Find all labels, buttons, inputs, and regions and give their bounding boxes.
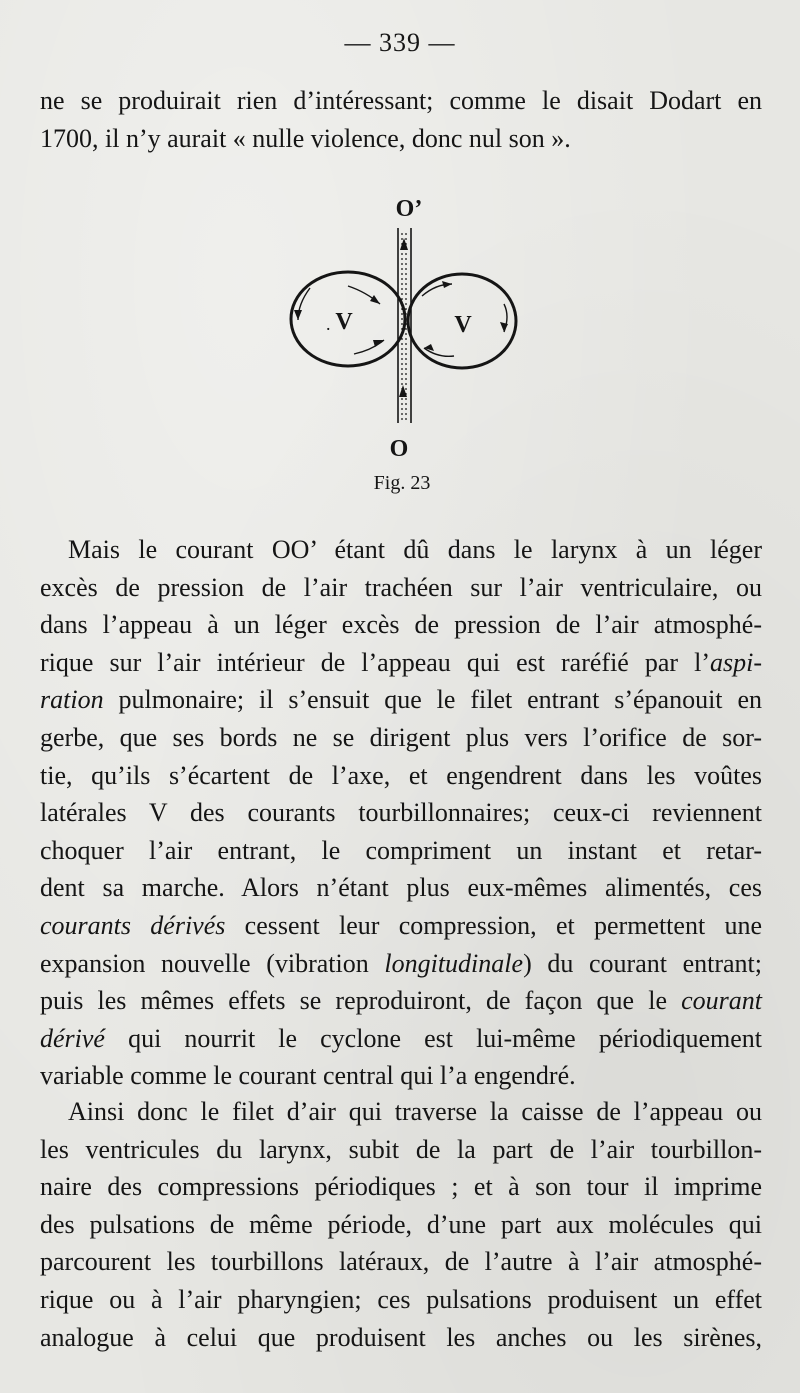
text-run: rique sur l’air intérieur de l’appeau qui est raréfié par l’: [40, 647, 710, 677]
text-line: tie, qu’ils s’écartent de l’axe, et engendrent dans les voûtes: [40, 760, 762, 790]
page-number: — 339 —: [344, 28, 456, 57]
text-line: gerbe, que ses bords ne se dirigent plus vers l’orifice de sor-: [40, 722, 762, 752]
italic-run: courants dérivés: [40, 910, 226, 940]
text-run: qui nourrit le cyclone est lui-même périodiquement: [104, 1023, 762, 1053]
text-run: cessent leur compression, et permettent une: [225, 910, 762, 940]
italic-run: courant: [681, 986, 762, 1016]
text-line: latérales V des courants tourbillonnaires; ceux-ci reviennent: [40, 798, 762, 828]
label-v-left: V: [335, 309, 353, 335]
label-o: O: [389, 436, 409, 462]
italic-run: ration: [40, 685, 104, 715]
svg-text:.: .: [326, 314, 331, 334]
text-line: [40, 1020, 762, 1058]
text-run: puis les mêmes effets se reproduiront, de façon que le: [40, 986, 682, 1016]
text-line: variable comme le courant central qui l’a engendré.: [40, 1061, 576, 1091]
text-line: [40, 681, 762, 719]
text-line: dans l’appeau à un léger excès de pression de l’air atmosphé-: [40, 610, 762, 640]
text-line: [40, 982, 762, 1020]
text-line: Mais le courant OO’ étant dû dans le larynx à un léger: [68, 535, 762, 564]
label-v-right: V: [454, 312, 472, 338]
text-line: excès de pression de l’air trachéen sur l’air ventriculaire, ou: [40, 572, 762, 602]
text-line: [40, 945, 762, 983]
label-o-prime: O’: [395, 196, 423, 222]
text-line: dent sa marche. Alors n’étant plus eux-mêmes alimentés, ces: [40, 873, 762, 903]
paragraph-1: [40, 531, 762, 1095]
figure-caption: Fig. 23: [373, 472, 431, 494]
text-line: 1700, il n’y aurait « nulle violence, donc nul son ».: [40, 123, 571, 153]
text-line: ne se produirait rien d’intéressant; comme le disait Dodart en: [40, 86, 762, 115]
text-run: expansion nouvelle (vibration: [40, 948, 385, 978]
top-paragraph: [40, 82, 762, 157]
text-run: pulmonaire; il s’ensuit que le filet entrant s’épanouit en: [103, 685, 762, 715]
text-line: des pulsations de même période, d’une part aux molécules qui: [40, 1209, 762, 1239]
text-line: les ventricules du larynx, subit de la part de l’air tourbillon-: [40, 1134, 762, 1164]
text-line: parcourent les tourbillons latéraux, de l’autre à l’air atmosphé-: [40, 1247, 762, 1277]
text-line: choquer l’air entrant, le compriment un instant et retar-: [40, 835, 762, 865]
paragraph-2: [40, 1093, 762, 1356]
italic-run: longitudinale: [384, 948, 524, 978]
text-run: ) du courant entrant;: [523, 948, 762, 978]
text-line: Ainsi donc le filet d’air qui traverse la caisse de l’appeau ou: [68, 1097, 762, 1126]
text-line: analogue à celui que produisent les anches ou les sirènes,: [40, 1322, 762, 1352]
figure-23-diagram: [282, 188, 522, 463]
text-line: [40, 644, 762, 682]
text-line: rique ou à l’air pharyngien; ces pulsations produisent un effet: [40, 1284, 762, 1314]
text-line: [40, 907, 762, 945]
italic-run: dérivé: [40, 1023, 105, 1053]
italic-run: aspi-: [710, 647, 762, 677]
text-line: naire des compressions périodiques ; et à son tour il imprime: [40, 1172, 762, 1202]
